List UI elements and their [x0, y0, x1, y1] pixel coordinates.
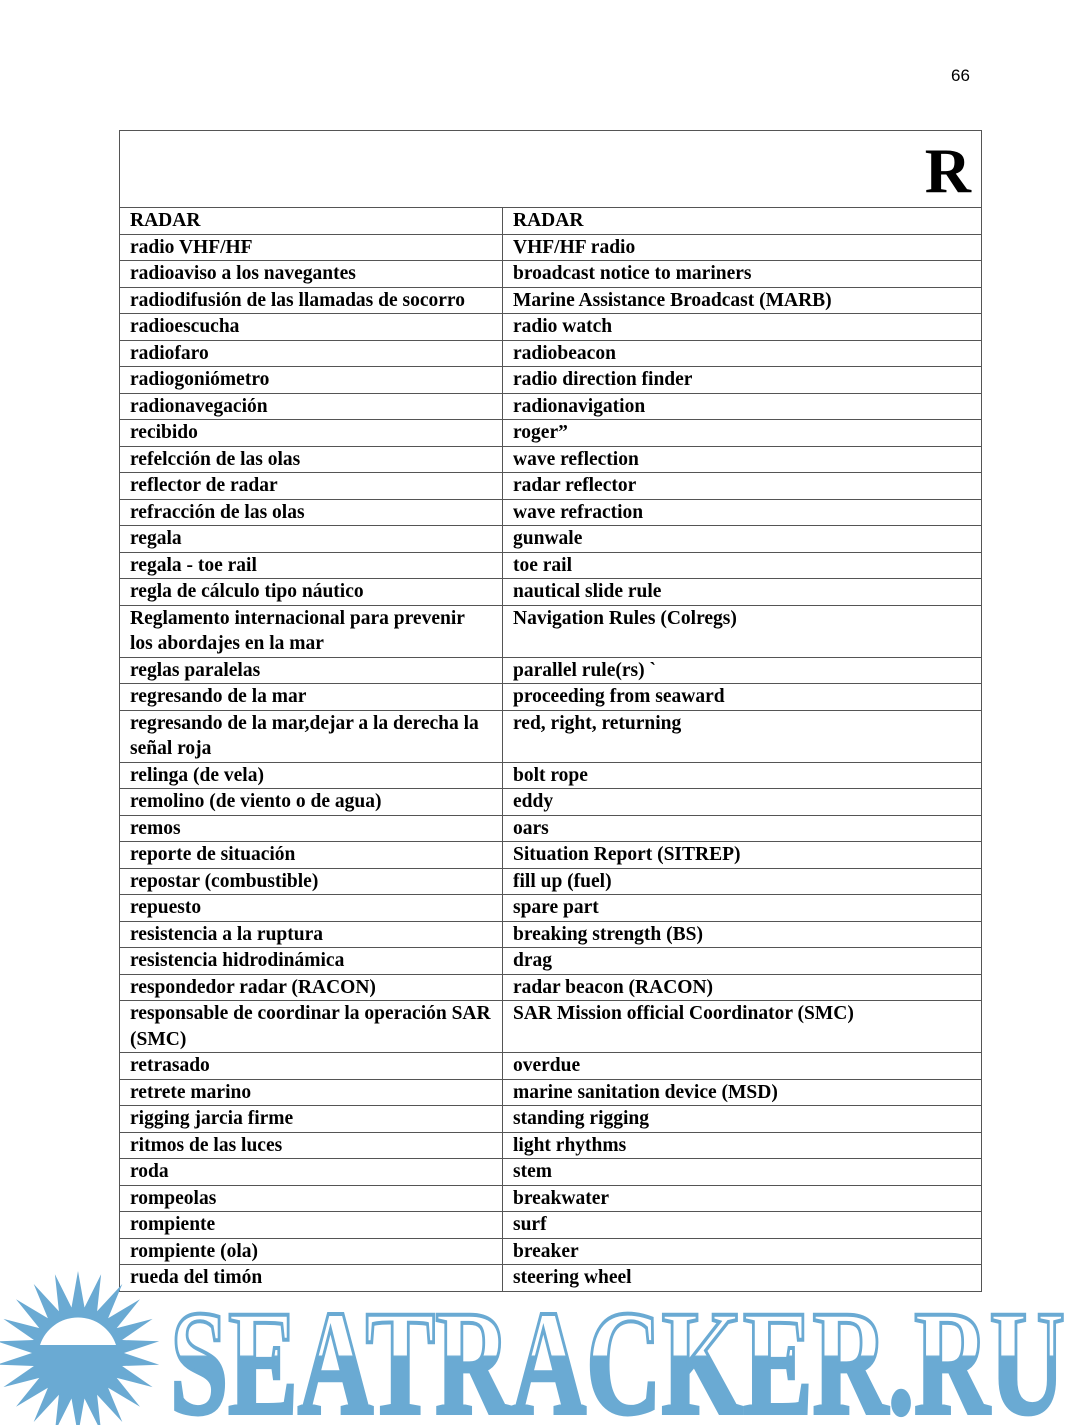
spanish-term: refelcción de las olas: [120, 446, 503, 473]
spanish-term: retrete marino: [120, 1079, 503, 1106]
english-term: SAR Mission official Coordinator (SMC): [503, 1001, 982, 1053]
english-term: RADAR: [503, 208, 982, 235]
table-row: [120, 815, 982, 842]
english-term: breakwater: [503, 1185, 982, 1212]
spanish-term: reflector de radar: [120, 473, 503, 500]
spanish-term: reporte de situación: [120, 842, 503, 869]
english-term: surf: [503, 1212, 982, 1239]
english-term: radionavigation: [503, 393, 982, 420]
table-row: [120, 420, 982, 447]
english-term: red, right, returning: [503, 710, 982, 762]
spanish-term: rompeolas: [120, 1185, 503, 1212]
english-term: Marine Assistance Broadcast (MARB): [503, 287, 982, 314]
spanish-term: remos: [120, 815, 503, 842]
english-term: overdue: [503, 1053, 982, 1080]
table-row: [120, 1106, 982, 1133]
glossary-table: [119, 130, 982, 1292]
table-row: [120, 367, 982, 394]
watermark-text: SEATRACKER.RU: [170, 1280, 1065, 1425]
table-row: [120, 1001, 982, 1053]
english-term: VHF/HF radio: [503, 234, 982, 261]
english-term: nautical slide rule: [503, 579, 982, 606]
english-term: wave refraction: [503, 499, 982, 526]
english-term: wave reflection: [503, 446, 982, 473]
english-term: stem: [503, 1159, 982, 1186]
spanish-term: radio VHF/HF: [120, 234, 503, 261]
english-term: spare part: [503, 895, 982, 922]
table-row: [120, 526, 982, 553]
spanish-term: retrasado: [120, 1053, 503, 1080]
english-term: proceeding from seaward: [503, 684, 982, 711]
english-term: eddy: [503, 789, 982, 816]
table-row: [120, 657, 982, 684]
spanish-term: RADAR: [120, 208, 503, 235]
spanish-term: radioescucha: [120, 314, 503, 341]
section-header-row: [120, 131, 982, 208]
english-term: breaker: [503, 1238, 982, 1265]
table-row: [120, 1053, 982, 1080]
english-term: toe rail: [503, 552, 982, 579]
spanish-term: ritmos de las luces: [120, 1132, 503, 1159]
table-row: [120, 789, 982, 816]
spanish-term: repuesto: [120, 895, 503, 922]
page-number: 66: [951, 66, 970, 85]
table-row: [120, 314, 982, 341]
table-row: [120, 895, 982, 922]
spanish-term: regala - toe rail: [120, 552, 503, 579]
table-row: [120, 605, 982, 657]
table-row: [120, 393, 982, 420]
spanish-term: repostar (combustible): [120, 868, 503, 895]
spanish-term: resistencia a la ruptura: [120, 921, 503, 948]
english-term: radio direction finder: [503, 367, 982, 394]
spanish-term: regla de cálculo tipo náutico: [120, 579, 503, 606]
table-row: [120, 234, 982, 261]
table-row: [120, 1132, 982, 1159]
english-term: gunwale: [503, 526, 982, 553]
spanish-term: recibido: [120, 420, 503, 447]
table-row: [120, 710, 982, 762]
table-row: [120, 208, 982, 235]
spanish-term: roda: [120, 1159, 503, 1186]
english-term: drag: [503, 948, 982, 975]
spanish-term: remolino (de viento o de agua): [120, 789, 503, 816]
english-term: Situation Report (SITREP): [503, 842, 982, 869]
spanish-term: resistencia hidrodinámica: [120, 948, 503, 975]
table-row: [120, 473, 982, 500]
table-row: [120, 579, 982, 606]
spanish-term: rompiente: [120, 1212, 503, 1239]
section-letter: R: [120, 131, 982, 208]
english-term: light rhythms: [503, 1132, 982, 1159]
spanish-term: reglas paralelas: [120, 657, 503, 684]
english-term: roger”: [503, 420, 982, 447]
spanish-term: regala: [120, 526, 503, 553]
table-row: [120, 499, 982, 526]
table-row: [120, 261, 982, 288]
spanish-term: radioaviso a los navegantes: [120, 261, 503, 288]
table-row: [120, 287, 982, 314]
english-term: steering wheel: [503, 1265, 982, 1292]
watermark: [0, 1265, 1080, 1425]
table-row: [120, 1159, 982, 1186]
spanish-term: refracción de las olas: [120, 499, 503, 526]
spanish-term: radionavegación: [120, 393, 503, 420]
english-term: standing rigging: [503, 1106, 982, 1133]
spanish-term: regresando de la mar: [120, 684, 503, 711]
table-row: [120, 552, 982, 579]
sun-icon: [0, 1271, 159, 1425]
spanish-term: radiogoniómetro: [120, 367, 503, 394]
table-row: [120, 1212, 982, 1239]
spanish-term: Reglamento internacional para prevenir los abordajes en la mar: [120, 605, 503, 657]
table-row: [120, 974, 982, 1001]
english-term: breaking strength (BS): [503, 921, 982, 948]
table-row: [120, 340, 982, 367]
table-row: [120, 1185, 982, 1212]
spanish-term: relinga (de vela): [120, 762, 503, 789]
english-term: radar beacon (RACON): [503, 974, 982, 1001]
english-term: broadcast notice to mariners: [503, 261, 982, 288]
spanish-term: rompiente (ola): [120, 1238, 503, 1265]
spanish-term: regresando de la mar,dejar a la derecha la señal roja: [120, 710, 503, 762]
english-term: parallel rule(rs) `: [503, 657, 982, 684]
english-term: Navigation Rules (Colregs): [503, 605, 982, 657]
spanish-term: radiofaro: [120, 340, 503, 367]
table-row: [120, 842, 982, 869]
english-term: marine sanitation device (MSD): [503, 1079, 982, 1106]
table-row: [120, 868, 982, 895]
english-term: radio watch: [503, 314, 982, 341]
table-row: [120, 948, 982, 975]
english-term: fill up (fuel): [503, 868, 982, 895]
table-row: [120, 1079, 982, 1106]
spanish-term: rigging jarcia firme: [120, 1106, 503, 1133]
table-row: [120, 446, 982, 473]
table-row: [120, 684, 982, 711]
english-term: oars: [503, 815, 982, 842]
table-row: [120, 1238, 982, 1265]
spanish-term: respondedor radar (RACON): [120, 974, 503, 1001]
english-term: radar reflector: [503, 473, 982, 500]
english-term: radiobeacon: [503, 340, 982, 367]
spanish-term: rueda del timón: [120, 1265, 503, 1292]
spanish-term: responsable de coordinar la operación SAR (SMC): [120, 1001, 503, 1053]
spanish-term: radiodifusión de las llamadas de socorro: [120, 287, 503, 314]
table-row: [120, 921, 982, 948]
table-row: [120, 762, 982, 789]
english-term: bolt rope: [503, 762, 982, 789]
